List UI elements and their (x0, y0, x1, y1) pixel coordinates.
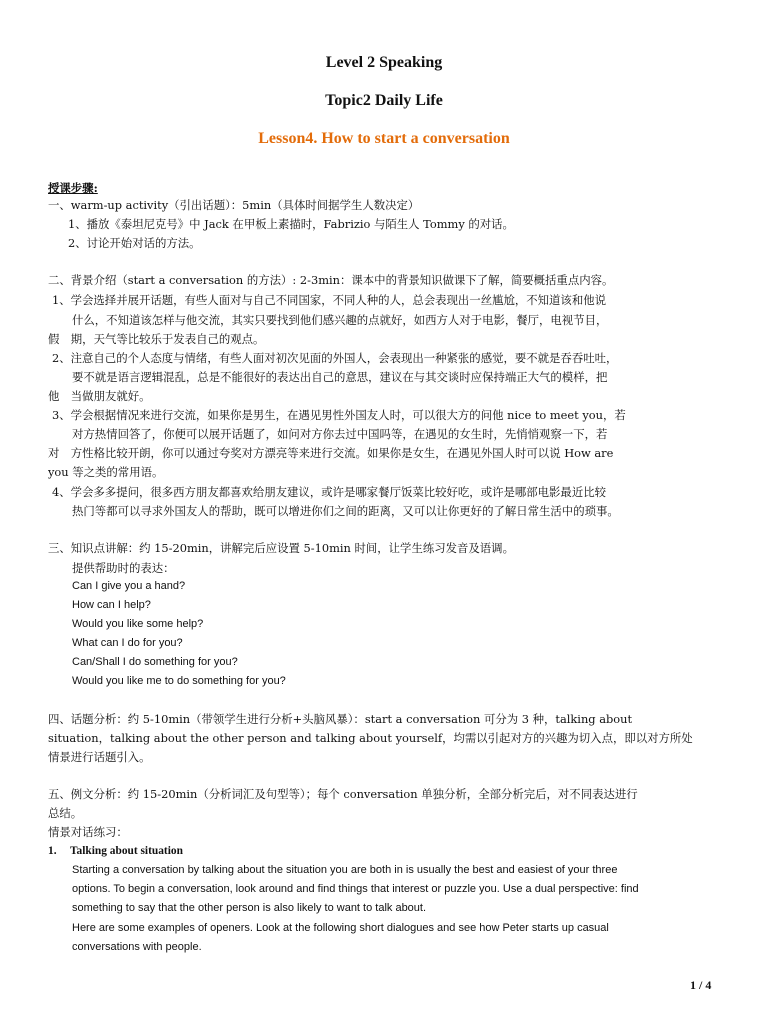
section2-line: 什么，不知道该怎样与他交流，其实只要找到他们感兴趣的点就好，如西方人对于电影，餐厅，电视节目， (72, 313, 608, 327)
section5-line: 五、例文分析：约 15-20min（分析词汇及句型等）；每个 conversation 单独分析，全部分析完后，对不同表达进行 (48, 787, 638, 801)
level-title: Level 2 Speaking (325, 54, 443, 71)
phrase-line: Would you like me to do something for you? (72, 675, 286, 687)
phrase-line: Can I give you a hand? (72, 580, 186, 592)
practice-label: 情景对话练习： (48, 825, 128, 839)
topic-title: Topic2 Daily Life (325, 92, 443, 109)
phrase-line: Would you like some help? (72, 618, 204, 630)
section2-line: 要不就是语言逻辑混乱，总是不能很好的表达出自己的意思，建议在与其交谈时应保持端正大气的模样，把 (72, 370, 608, 384)
phrase-line: How can I help? (72, 599, 151, 611)
section2-line: 1、学会选择并展开话题，有些人面对与自己不同国家，不同人种的人，总会表现出一丝尴尬，不知道该和他说 (52, 293, 606, 307)
section2-line: 对方热情回答了，你便可以展开话题了，如问对方你去过中国吗等，在遇见的女生时，先悄悄观察一下，若 (72, 427, 608, 441)
section4-line: 情景进行话题引入。 (48, 750, 151, 764)
paragraph-line: Starting a conversation by talking about the situation you are both in is usually the best and easiest of your three (72, 864, 618, 876)
phrase-line: What can I do for you? (72, 637, 183, 649)
phrase-line: Can/Shall I do something for you? (72, 656, 238, 668)
section3-heading: 三、知识点讲解：约 15-20min，讲解完后应设置 5-10min 时间，让学生练习发音及语调。 (48, 541, 514, 555)
section2-line: 3、学会根据情况来进行交流，如果你是男生，在遇见男性外国友人时，可以很大方的问他 nice to meet you，若 (52, 408, 626, 422)
section2-line: 4、学会多多提问，很多西方朋友都喜欢给朋友建议，或许是哪家餐厅饭菜比较好吃，或许是哪部电影最近比较 (52, 485, 606, 499)
section1-item: 2、讨论开始对话的方法。 (68, 236, 201, 250)
section5-line: 总结。 (48, 806, 83, 820)
paragraph-line: options. To begin a conversation, look around and find things that interest or puzzle you. Use a dual perspective: find (72, 883, 639, 895)
section4-line: 四、话题分析：约 5-10min（带领学生进行分析+头脑风暴）：start a conversation 可分为 3 种，talking about (48, 712, 633, 726)
section2-line: 2、注意自己的个人态度与情绪，有些人面对初次见面的外国人，会表现出一种紧张的感觉，要不就是吞吞吐吐， (52, 351, 618, 365)
paragraph-line: conversations with people. (72, 941, 202, 953)
section2-line: you 等之类的常用语。 (48, 465, 164, 479)
section3-subheading: 提供帮助时的表达： (72, 561, 175, 575)
section4-line: situation，talking about the other person and talking about yourself，均需以引起对方的兴趣为切入点，即以对方所处 (48, 731, 693, 745)
section2-line: 假 期，天气等比较乐于发表自己的观点。 (48, 332, 265, 346)
section2-line: 他 当做朋友就好。 (48, 389, 151, 403)
paragraph-line: Here are some examples of openers. Look at the following short dialogues and see how Peter starts up casual (72, 922, 609, 934)
section1-heading: 一、warm-up activity（引出话题）：5min（具体时间据学生人数决定） (48, 198, 420, 212)
item-number: 1. (48, 845, 57, 857)
lesson-title: Lesson4. How to start a conversation (258, 130, 510, 147)
page-number: 1 / 4 (690, 978, 712, 992)
section2-line: 热门等都可以寻求外国友人的帮助，既可以增进你们之间的距离，又可以让你更好的了解日常生活中的琐事。 (72, 504, 619, 518)
section2-heading: 二、背景介绍（start a conversation 的方法）: 2-3min：课本中的背景知识做课下了解，简要概括重点内容。 (48, 273, 614, 287)
paragraph-line: something to say that the other person is also likely to want to talk about. (72, 902, 427, 914)
section2-line: 对 方性格比较开朗，你可以通过夸奖对方漂亮等来进行交流。如果你是女生，在遇见外国人时可以说 How are (48, 446, 614, 460)
steps-heading: 授课步骤: (48, 181, 98, 195)
item-title: Talking about situation (70, 845, 183, 857)
section1-item: 1、播放《泰坦尼克号》中 Jack 在甲板上素描时，Fabrizio 与陌生人 Tommy 的对话。 (68, 217, 514, 231)
